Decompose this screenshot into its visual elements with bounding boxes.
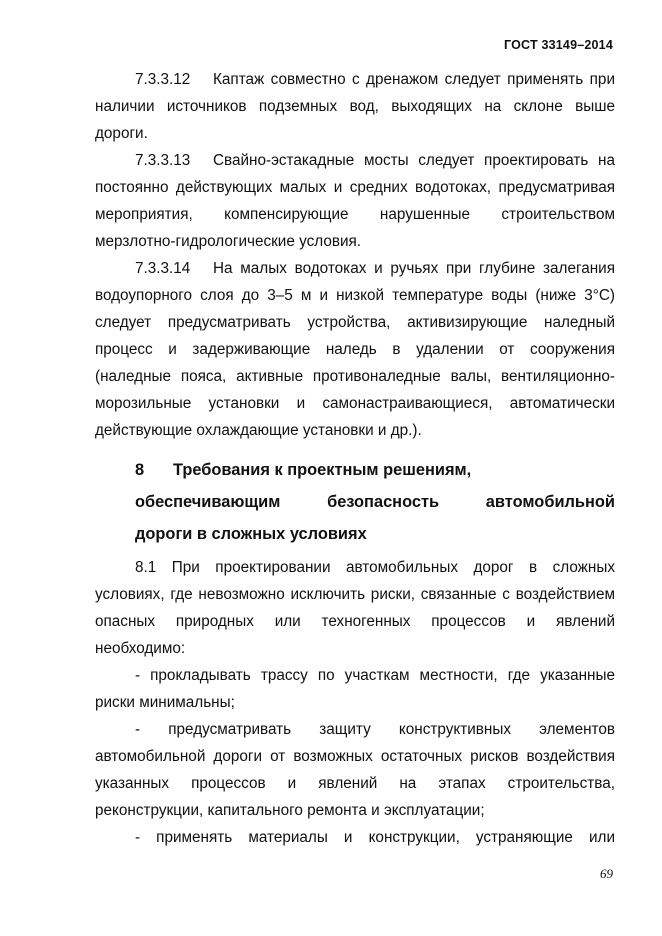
text-line: риски минимальны; <box>95 694 235 711</box>
text-line: следует предусматривать устройства, активизирующие наледный <box>95 314 615 331</box>
clause-number: 7.3.3.13 <box>135 152 191 169</box>
text-line: указанных процессов и явлений на этапах строительства, <box>95 775 615 792</box>
text-line: постоянно действующих малых и средних водотоках, предусматривая <box>95 179 615 196</box>
clause-8-1 <box>95 554 615 662</box>
clause-number: 7.3.3.12 <box>135 71 191 88</box>
text-line: опасных природных или техногенных процессов и явлений <box>95 613 615 630</box>
text-line: мероприятия, компенсирующие нарушенные строительством <box>95 206 615 223</box>
text-line: 8.1 При проектировании автомобильных дорог в сложных <box>135 559 615 576</box>
text-line: - предусматривать защиту конструктивных элементов <box>135 721 615 738</box>
section-heading <box>95 454 615 550</box>
clause-7-3-3-14 <box>95 255 615 444</box>
section-title-line: дороги в сложных условиях <box>135 525 367 543</box>
page-number: 69 <box>600 866 613 881</box>
clause-7-3-3-12 <box>95 66 615 147</box>
text-line: Каптаж совместно с дренажом следует применять при <box>213 71 615 88</box>
list-item <box>95 662 615 716</box>
text-line: реконструкции, капитального ремонта и эксплуатации; <box>95 802 485 819</box>
text-line: - применять материалы и конструкции, устраняющие или <box>135 829 615 846</box>
text-line: автомобильной дороги от возможных остаточных рисков воздействия <box>95 748 615 765</box>
text-line: необходимо: <box>95 640 186 657</box>
section-number: 8 <box>135 461 145 479</box>
clause-7-3-3-13 <box>95 147 615 255</box>
text-line: Свайно-эстакадные мосты следует проектировать на <box>213 152 615 169</box>
clause-number: 7.3.3.14 <box>135 260 191 277</box>
text-line: морозильные установки и самонастраивающиеся, автоматически <box>95 395 615 412</box>
text-line: условиях, где невозможно исключить риски, связанные с воздействием <box>95 586 615 603</box>
text-line: действующие охлаждающие установки и др.). <box>95 422 422 439</box>
text-line: На малых водотоках и ручьях при глубине залегания <box>213 260 615 277</box>
text-line: - прокладывать трассу по участкам местности, где указанные <box>135 667 615 684</box>
list-item <box>95 824 615 851</box>
text-line: мерзлотно-гидрологические условия. <box>95 233 362 250</box>
text-line: (наледные пояса, активные противоналедные валы, вентиляционно- <box>95 368 615 385</box>
section-title-line: обеспечивающим безопасность автомобильной <box>135 493 615 511</box>
text-line: наличии источников подземных вод, выходящих на склоне выше <box>95 98 615 115</box>
text-line: дороги. <box>95 125 148 142</box>
text-line: водоупорного слоя до 3–5 м и низкой температуре воды (ниже 3°С) <box>95 287 615 304</box>
page-body <box>95 66 615 851</box>
standard-designation: ГОСТ 33149–2014 <box>504 38 613 52</box>
text-line: процесс и задерживающие наледь в удалении от сооружения <box>95 341 615 358</box>
section-title-line: Требования к проектным решениям, <box>173 461 472 479</box>
list-item <box>95 716 615 824</box>
